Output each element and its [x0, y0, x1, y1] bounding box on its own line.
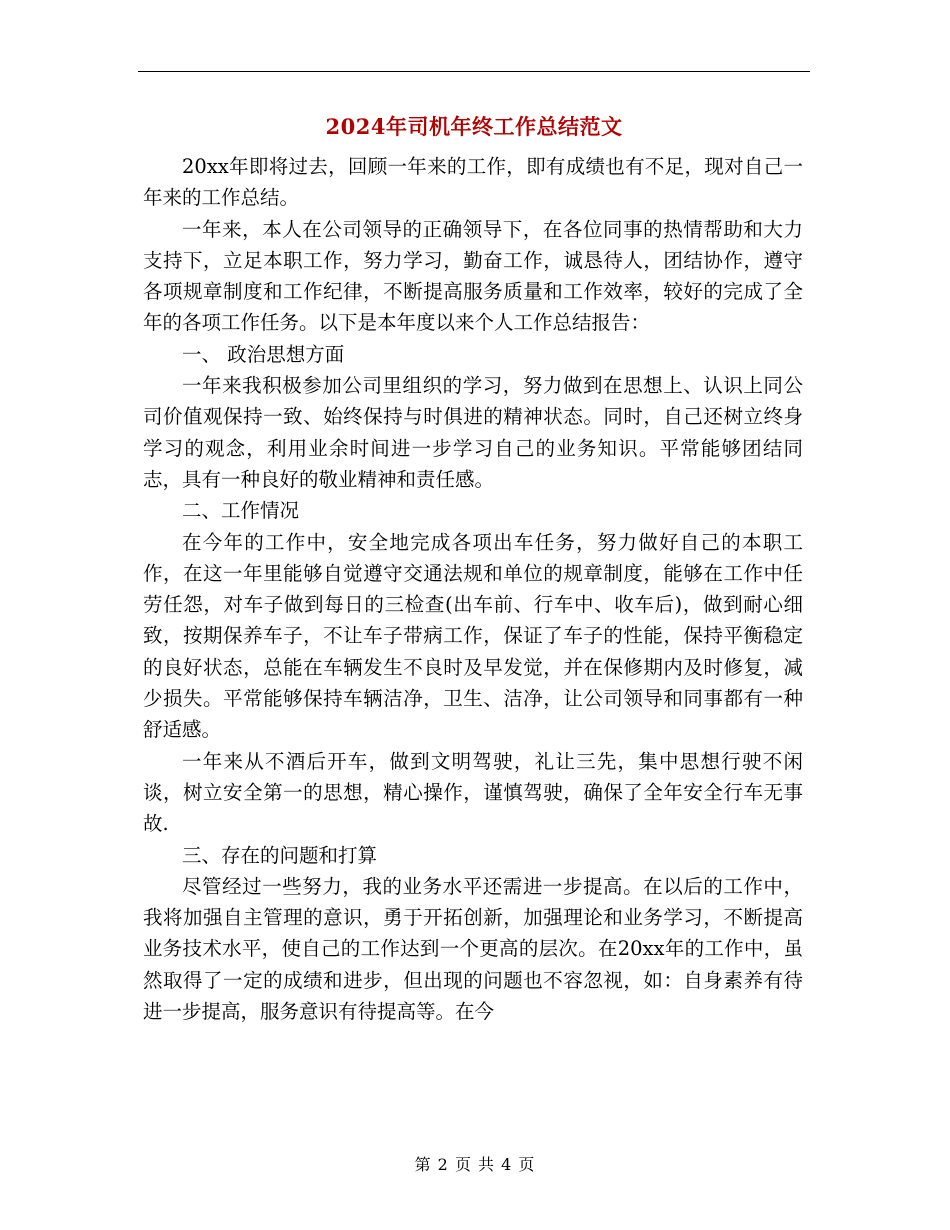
header-rule	[138, 71, 810, 72]
politics-paragraph: 一年来我积极参加公司里组织的学习，努力做到在思想上、认识上同公司价值观保持一致、始终保持与时俱进的精神状态。同时，自己还树立终身学习的观念，利用业余时间进一步学习自己的业务知识。平常能够团结同志，具有一种良好的敬业精神和责任感。	[143, 374, 803, 491]
section-heading-issues: 三、存在的问题和打算	[182, 843, 378, 867]
overview-paragraph: 一年来，本人在公司领导的正确领导下，在各位同事的热情帮助和大力支持下，立足本职工作，努力学习，勤奋工作，诚恳待人，团结协作，遵守各项规章制度和工作纪律，不断提高服务质量和工作效率，较好的完成了全年的各项工作任务。以下是本年度以来个人工作总结报告：	[143, 217, 803, 335]
section-heading-politics: 一、 政治思想方面	[182, 342, 345, 366]
safety-paragraph: 一年来从不酒后开车，做到文明驾驶，礼让三先，集中思想行驶不闲谈，树立安全第一的思想，精心操作，谨慎驾驶，确保了全年安全行车无事故.	[143, 749, 803, 836]
section-heading-work: 二、工作情况	[182, 499, 300, 523]
document-body	[143, 151, 803, 1027]
issues-paragraph: 尽管经过一些努力，我的业务水平还需进一步提高。在以后的工作中，我将加强自主管理的意识，勇于开拓创新，加强理论和业务学习，不断提高业务技术水平，使自己的工作达到一个更高的层次。在20xx年的工作中，虽然取得了一定的成绩和进步，但出现的问题也不容忽视，如：自身素养有待进一步提高，服务意识有待提高等。在今	[143, 874, 803, 1024]
document-title: 2024年司机年终工作总结范文	[325, 114, 623, 139]
work-paragraph: 在今年的工作中，安全地完成各项出车任务，努力做好自己的本职工作，在这一年里能够自觉遵守交通法规和单位的规章制度，能够在工作中任劳任怨，对车子做到每日的三检查(出车前、行车中、收车后)，做到耐心细致，按期保养车子，不让车子带病工作，保证了车子的性能，保持平衡稳定的良好状态，总能在车辆发生不良时及早发觉，并在保修期内及时修复，减少损失。平常能够保持车辆洁净，卫生、洁净，让公司领导和同事都有一种舒适感。	[143, 530, 803, 742]
page-number: 第 2 页 共 4 页	[414, 1155, 536, 1174]
intro-paragraph: 20xx年即将过去，回顾一年来的工作，即有成绩也有不足，现对自己一年来的工作总结。	[143, 155, 803, 210]
